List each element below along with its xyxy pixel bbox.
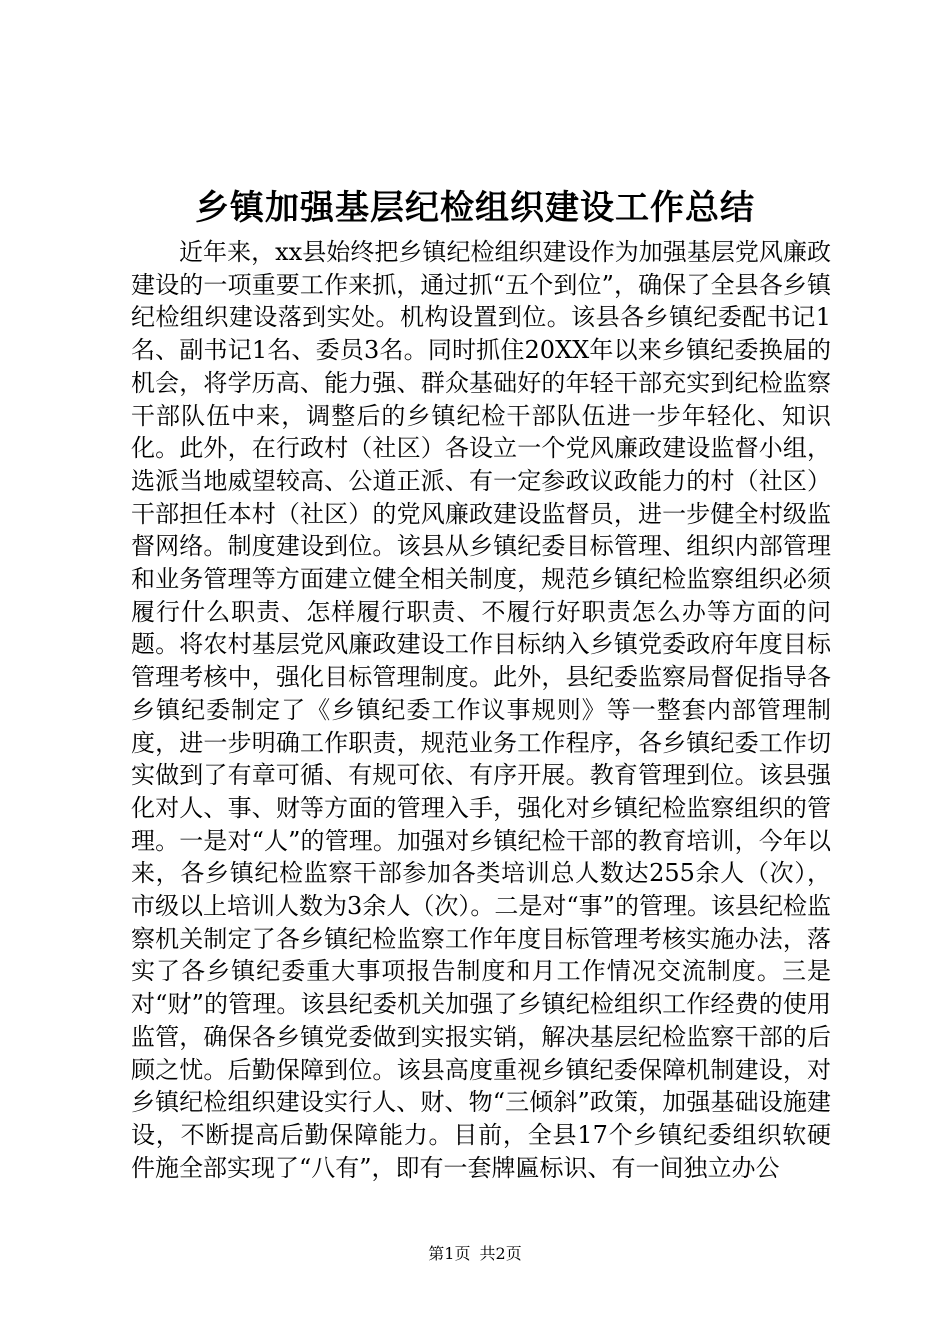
document-body-paragraph: 近年来，xx县始终把乡镇纪检组织建设作为加强基层党风廉政建设的一项重要工作来抓，通过抓“五个到位”，确保了全县各乡镇纪检组织建设落到实处。机构设置到位。该县各乡镇纪委配书记1名、副书记1名、委员3名。同时抓住20XX年以来乡镇纪委换届的机会，将学历高、能力强、群众基础好的年轻干部充实到纪检监察干部队伍中来，调整后的乡镇纪检干部队伍进一步年轻化、知识化。此外，在行政村（社区）各设立一个党风廉政建设监督小组，选派当地威望较高、公道正派、有一定参政议政能力的村（社区）干部担任本村（社区）的党风廉政建设监督员，进一步健全村级监督网络。制度建设到位。该县从乡镇纪委目标管理、组织内部管理和业务管理等方面建立健全相关制度，规范乡镇纪检监察组织必须履行什么职责、怎样履行职责、不履行好职责怎么办等方面的问题。将农村基层党风廉政建设工作目标纳入乡镇党委政府年度目标管理考核中，强化目标管理制度。此外，县纪委监察局督促指导各乡镇纪委制定了《乡镇纪委工作议事规则》等一整套内部管理制度，进一步明确工作职责，规范业务工作程序，各乡镇纪委工作切实做到了有章可循、有规可依、有序开展。教育管理到位。该县强化对人、事、财等方面的管理入手，强化对乡镇纪检监察组织的管理。一是对“人”的管理。加强对乡镇纪检干部的教育培训，今年以来，各乡镇纪检监察干部参加各类培训总人数达255余人（次），市级以上培训人数为3余人（次）。二是对“事”的管理。该县纪检监察机关制定了各乡镇纪检监察工作年度目标管理考核实施办法，落实了各乡镇纪委重大事项报告制度和月工作情况交流制度。三是对“财”的管理。该县纪委机关加强了乡镇纪检组织工作经费的使用监管，确保各乡镇党委做到实报实销，解决基层纪检监察干部的后顾之忧。后勤保障到位。该县高度重视乡镇纪委保障机制建设，对乡镇纪检组织建设实行人、财、物“三倾斜”政策，加强基础设施建设，不断提高后勤保障能力。目前，全县17个乡镇纪委组织软硬件施全部实现了“八有”，即有一套牌匾标识、有一间独立办公: [131, 238, 831, 1182]
page-number-total: 共2页: [479, 1244, 522, 1263]
page-number-current: 第1页: [428, 1244, 471, 1263]
page-footer: [0, 1243, 950, 1265]
document-title: 乡镇加强基层纪检组织建设工作总结: [195, 188, 755, 228]
